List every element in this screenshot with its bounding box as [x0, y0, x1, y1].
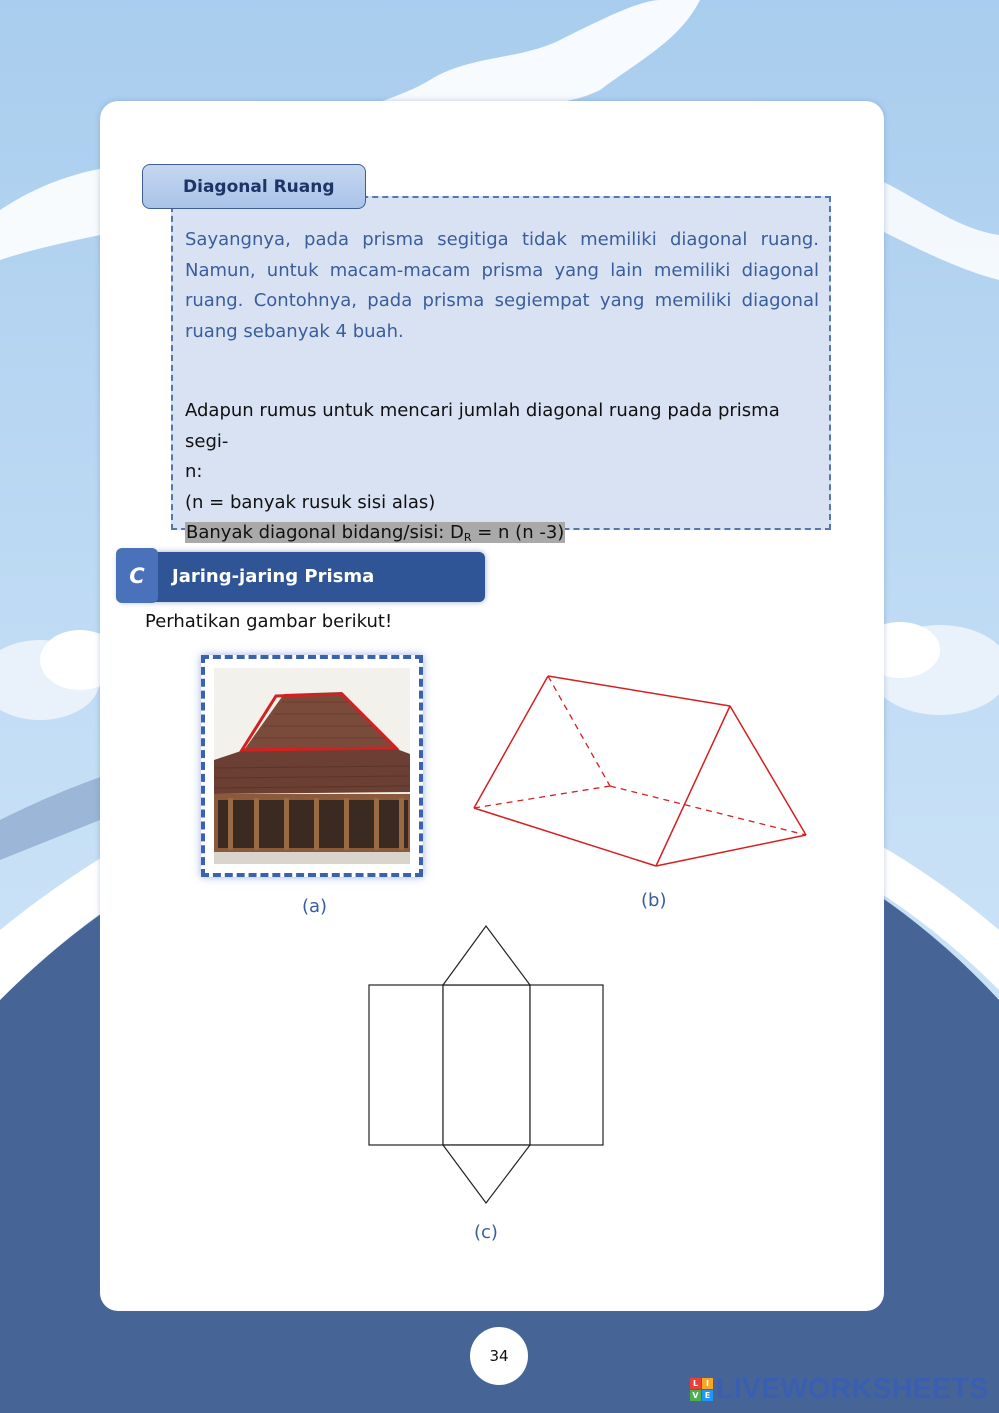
section-c-intro: Perhatikan gambar berikut! [145, 611, 393, 632]
triangular-prism-figure [470, 670, 815, 870]
caption-a: (a) [302, 896, 328, 917]
logo-letter-l: L [690, 1378, 701, 1389]
formula-expression [185, 518, 825, 554]
logo-letter-e: E [702, 1390, 713, 1401]
liveworksheets-brand[interactable]: LIVEWORKSHEETS [716, 1372, 989, 1405]
formula-suffix: = n (n -3) [471, 522, 565, 543]
photo-frame [201, 655, 423, 877]
formula-line-2: n: [185, 461, 203, 482]
formula-note: (n = banyak rusuk sisi alas) [185, 491, 436, 513]
formula-subscript: R [463, 531, 472, 544]
logo-letter-i: I [702, 1378, 713, 1389]
section-c-letter: C [116, 548, 158, 603]
diagonal-ruang-formula [185, 396, 825, 554]
caption-c: (c) [474, 1222, 498, 1243]
formula-line-1: Adapun rumus untuk mencari jumlah diagonal ruang pada prisma segi- [185, 400, 780, 452]
diagonal-ruang-title: Diagonal Ruang [142, 164, 366, 209]
logo-letter-v: V [690, 1390, 701, 1401]
page-number: 34 [470, 1327, 528, 1385]
formula-prefix: Banyak diagonal bidang/sisi: D [186, 522, 464, 543]
liveworksheets-logo [690, 1372, 988, 1406]
joglo-house-photo [214, 668, 410, 864]
section-c-title: Jaring-jaring Prisma [172, 566, 375, 587]
diagonal-ruang-paragraph: Sayangnya, pada prisma segitiga tidak memiliki diagonal ruang. Namun, untuk macam-macam prisma yang lain memiliki diagonal ruang. Contohnya, pada prisma segiempat yang memiliki diagonal ruang sebanyak 4 buah. [185, 229, 819, 342]
prism-net-figure [365, 922, 610, 1207]
liveworksheets-icon [690, 1378, 713, 1401]
caption-b: (b) [641, 890, 667, 911]
